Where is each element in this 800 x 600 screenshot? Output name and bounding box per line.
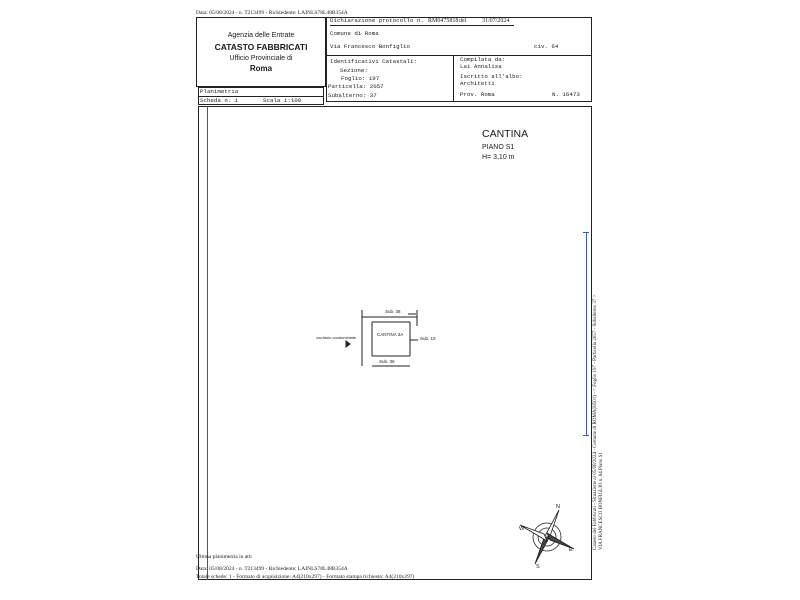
- address-civico: civ. 64: [534, 43, 559, 50]
- catasto-title: CATASTO FABBRICATI: [214, 42, 308, 52]
- office-city: Roma: [249, 64, 273, 73]
- compass-rose: [514, 505, 584, 575]
- identifier-particella: Particella: 2057: [328, 83, 384, 90]
- identifier-sezione: Sezione:: [340, 67, 368, 74]
- margin-marker: [586, 232, 587, 435]
- identifiers-heading: Identificativi Catastali:: [330, 58, 417, 65]
- protocol-date: 31/07/2024: [482, 18, 510, 24]
- sheet-title: Planimetria: [200, 88, 239, 95]
- plan-title: CANTINA: [482, 128, 529, 140]
- compass-needle-south: [535, 536, 550, 564]
- address-street: Via Francesco Bonfiglio: [330, 43, 411, 50]
- footer-note: Ultima planimetria in atti: [196, 554, 252, 560]
- compiler-number: N. 16473: [552, 91, 580, 98]
- comune: Comune di Roma: [330, 30, 379, 37]
- protocol-underline: [330, 25, 514, 26]
- compass-n-label: N: [556, 504, 560, 510]
- albo-label: Iscritto all'albo:: [460, 73, 523, 80]
- corridor-label: corridoio condominiale: [316, 335, 357, 340]
- plan-height: H= 3,10 m: [482, 154, 515, 161]
- agency-box: [196, 17, 326, 87]
- protocol-number: RM0475818: [428, 18, 459, 24]
- compiler-prov: Prov. Roma: [460, 91, 495, 98]
- agency-name: Agenzia delle Entrate: [227, 32, 295, 39]
- side-text-line1: Catasto dei Fabbricati - Situazione al 05/08/2024 - Comune di ROMA(H501) - < Foglio 197 - Particella 2057 - Subalterno 37 >: [593, 294, 598, 550]
- sheet-scala: Scala 1:100: [263, 97, 302, 104]
- entrance-arrow: [346, 341, 350, 347]
- compass-e-label: E: [569, 547, 573, 553]
- compass-s-label: S: [536, 564, 540, 570]
- sub-right-label: Sub. 10: [420, 336, 436, 341]
- plan-floor: PIANO S1: [482, 144, 515, 151]
- sub-bottom-label: Sub. 36: [379, 359, 395, 364]
- margin-marker-bottom: [583, 435, 589, 436]
- top-stamp: Data: 05/08/2024 - n. T213499 - Richiedente: LAINLS78L48B354A: [196, 10, 348, 16]
- header-divider: [327, 55, 591, 56]
- compiler-name: Lai Annalisa: [460, 63, 502, 70]
- frame-inner-line: [207, 106, 208, 580]
- header-column-divider: [453, 55, 454, 101]
- margin-marker-top: [583, 232, 589, 233]
- protocol-del: del: [459, 18, 467, 24]
- compass-w-label: W: [519, 526, 525, 532]
- protocol-label: Dichiarazione protocollo n.: [330, 17, 424, 24]
- identifier-foglio: Foglio: 197: [341, 75, 380, 82]
- footer-line2: Totale schede: 1 - Formato di acquisizione: A4(210x297) - Formato stampa richiesto: A4(210x297): [196, 574, 415, 580]
- identifier-subalterno: Subalterno: 37: [328, 92, 377, 99]
- albo-value: Architetti: [460, 80, 495, 87]
- sheet-scheda: Scheda n. 1: [200, 97, 239, 104]
- office-label: Ufficio Provinciale di: [229, 55, 293, 62]
- room-label: CANTINA 3A: [377, 332, 404, 337]
- side-text-line2: VIA FRANCESCO BONFIGLIO n. 64 Piano S1: [599, 452, 604, 550]
- sub-top-label: Sub. 38: [385, 309, 401, 314]
- compass-needle-north: [544, 510, 559, 538]
- footer-line1: Data: 05/08/2024 - n. T213499 - Richiedente: LAINLS78L48B354A: [196, 566, 348, 572]
- compiler-heading: Compilata da:: [460, 56, 506, 63]
- floor-plan: [300, 300, 460, 380]
